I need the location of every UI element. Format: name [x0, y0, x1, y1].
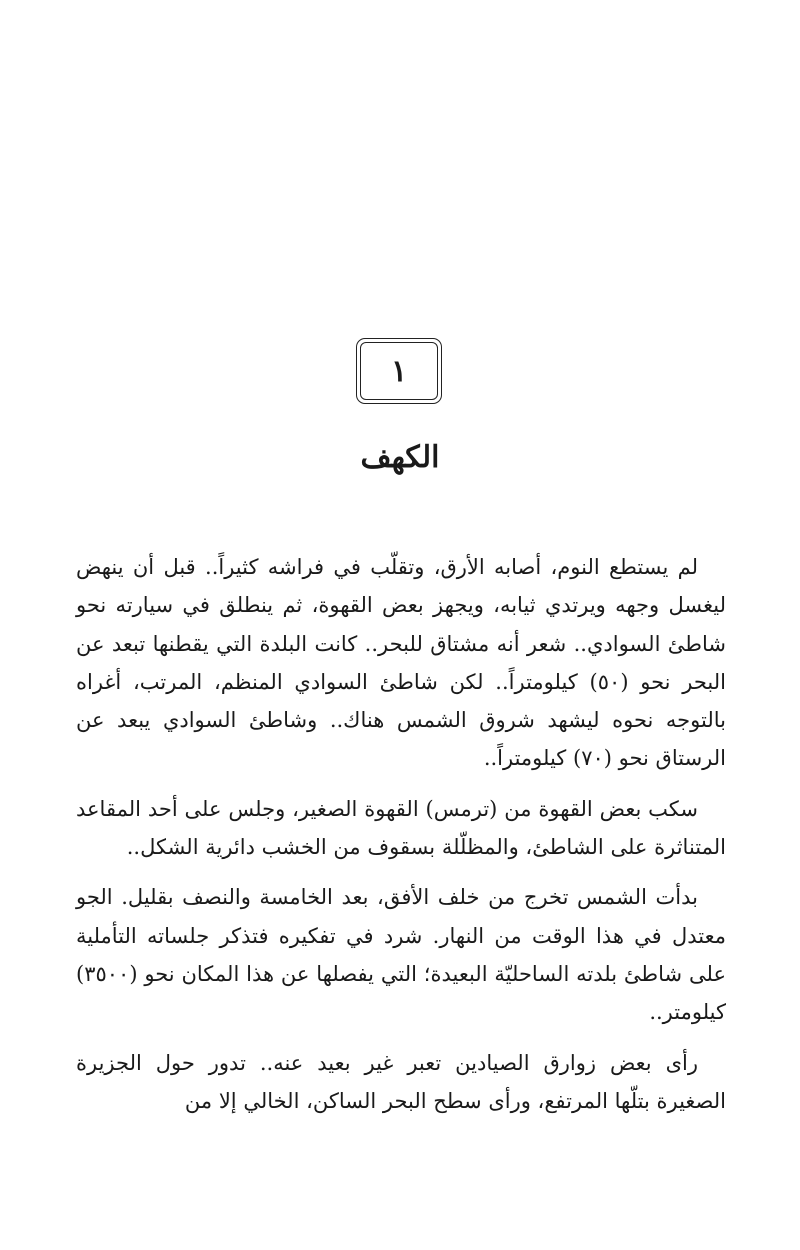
- chapter-number: ١: [360, 342, 438, 400]
- chapter-body: [76, 548, 726, 1132]
- chapter-number-frame: [356, 338, 442, 404]
- paragraph-3: بدأت الشمس تخرج من خلف الأفق، بعد الخامسة والنصف بقليل. الجو معتدل في هذا الوقت من النهار. شرد في تفكيره فتذكر جلساته التأملية على شاطئ بلدته الساحليّة البعيدة؛ التي يفصلها عن هذا المكان نحو (٣٥٠٠) كيلومتر..: [76, 885, 726, 1025]
- paragraph-2: سكب بعض القهوة من (ترمس) القهوة الصغير، وجلس على أحد المقاعد المتناثرة على الشاطئ، والمظلّلة بسقوف من الخشب دائرية الشكل..: [76, 796, 726, 860]
- paragraph-4: رأى بعض زوارق الصيادين تعبر غير بعيد عنه.. تدور حول الجزيرة الصغيرة بتلّها المرتفع، ورأى سطح البحر الساكن، الخالي إلا من: [76, 1050, 726, 1113]
- paragraph-1: لم يستطع النوم، أصابه الأرق، وتقلّب في فراشه كثيراً.. قبل أن ينهض ليغسل وجهه ويرتدي ثيابه، ويجهز بعض القهوة، ثم ينطلق في سيارته نحو شاطئ السوادي.. شعر أنه مشتاق للبحر.. كانت البلدة التي يقطنها تبعد عن البحر نحو (٥٠) كيلومتراً.. لكن شاطئ السوادي المنظم، المرتب، أغراه بالتوجه نحوه ليشهد شروق الشمس هناك.. وشاطئ السوادي يبعد عن الرستاق نحو (٧٠) كيلومتراً..: [76, 555, 726, 771]
- chapter-title: الكهف: [360, 440, 440, 475]
